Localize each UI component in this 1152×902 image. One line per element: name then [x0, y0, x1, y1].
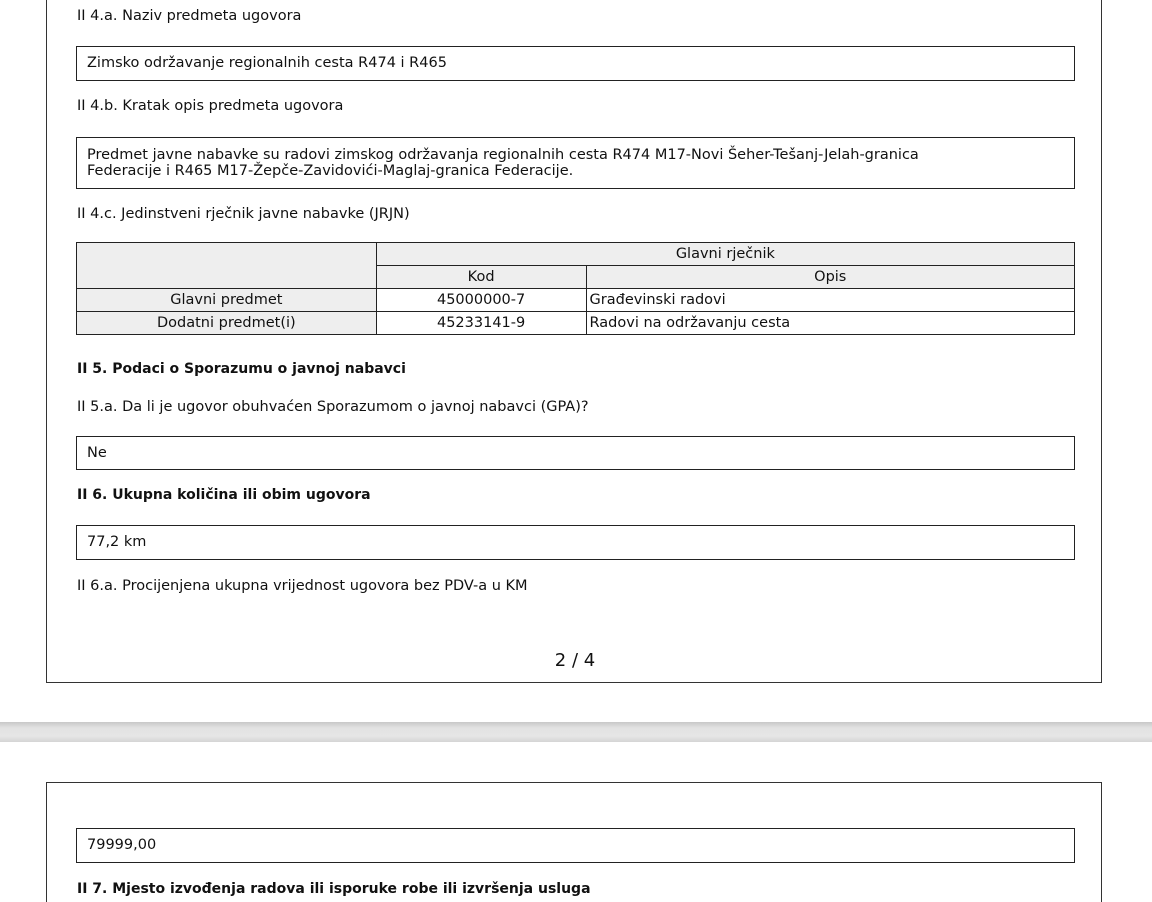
section-6a-field: 79999,00: [76, 828, 1075, 863]
section-6a-label: II 6.a. Procijenjena ukupna vrijednost ugovora bez PDV-a u KM: [77, 578, 528, 594]
section-4b-line-2: Federacije i R465 M17-Žepče-Zavidovići-Maglaj-granica Federacije.: [87, 163, 574, 179]
row-opis: Radovi na održavanju cesta: [586, 312, 1074, 335]
document-page: [46, 0, 1102, 683]
table-row: [77, 312, 1075, 335]
section-6-field: 77,2 km: [76, 525, 1075, 560]
table-corner-cell: [77, 243, 377, 289]
section-7-heading: II 7. Mjesto izvođenja radova ili isporuke robe ili izvršenja usluga: [77, 881, 591, 897]
page-indicator: 2 / 4: [554, 650, 596, 671]
section-4b-label: II 4.b. Kratak opis predmeta ugovora: [77, 98, 344, 114]
section-4b-field: [76, 137, 1075, 189]
section-5a-field: Ne: [76, 436, 1075, 470]
jrjn-table: [76, 242, 1075, 335]
table-col-kod: Kod: [376, 266, 586, 289]
table-group-header: Glavni rječnik: [376, 243, 1074, 266]
section-4b-line-1: Predmet javne nabavke su radovi zimskog održavanja regionalnih cesta R474 M17-Novi Šeher-Tešanj-Jelah-granica: [87, 147, 919, 163]
table-header-row: [77, 243, 1075, 266]
row-kod: 45233141-9: [376, 312, 586, 335]
row-opis: Građevinski radovi: [586, 289, 1074, 312]
section-4a-field: Zimsko održavanje regionalnih cesta R474 i R465: [76, 46, 1075, 81]
row-kod: 45000000-7: [376, 289, 586, 312]
section-4a-label: II 4.a. Naziv predmeta ugovora: [77, 8, 302, 24]
document-page: [46, 782, 1102, 902]
section-6-heading: II 6. Ukupna količina ili obim ugovora: [77, 487, 371, 503]
section-5a-label: II 5.a. Da li je ugovor obuhvaćen Sporazumom o javnoj nabavci (GPA)?: [77, 399, 589, 415]
table-row: [77, 289, 1075, 312]
section-5-heading: II 5. Podaci o Sporazumu o javnoj nabavci: [77, 361, 406, 377]
table-col-opis: Opis: [586, 266, 1074, 289]
row-label: Dodatni predmet(i): [77, 312, 377, 335]
row-label: Glavni predmet: [77, 289, 377, 312]
section-4c-label: II 4.c. Jedinstveni rječnik javne nabavke (JRJN): [77, 206, 410, 222]
page-separator: [0, 722, 1152, 742]
